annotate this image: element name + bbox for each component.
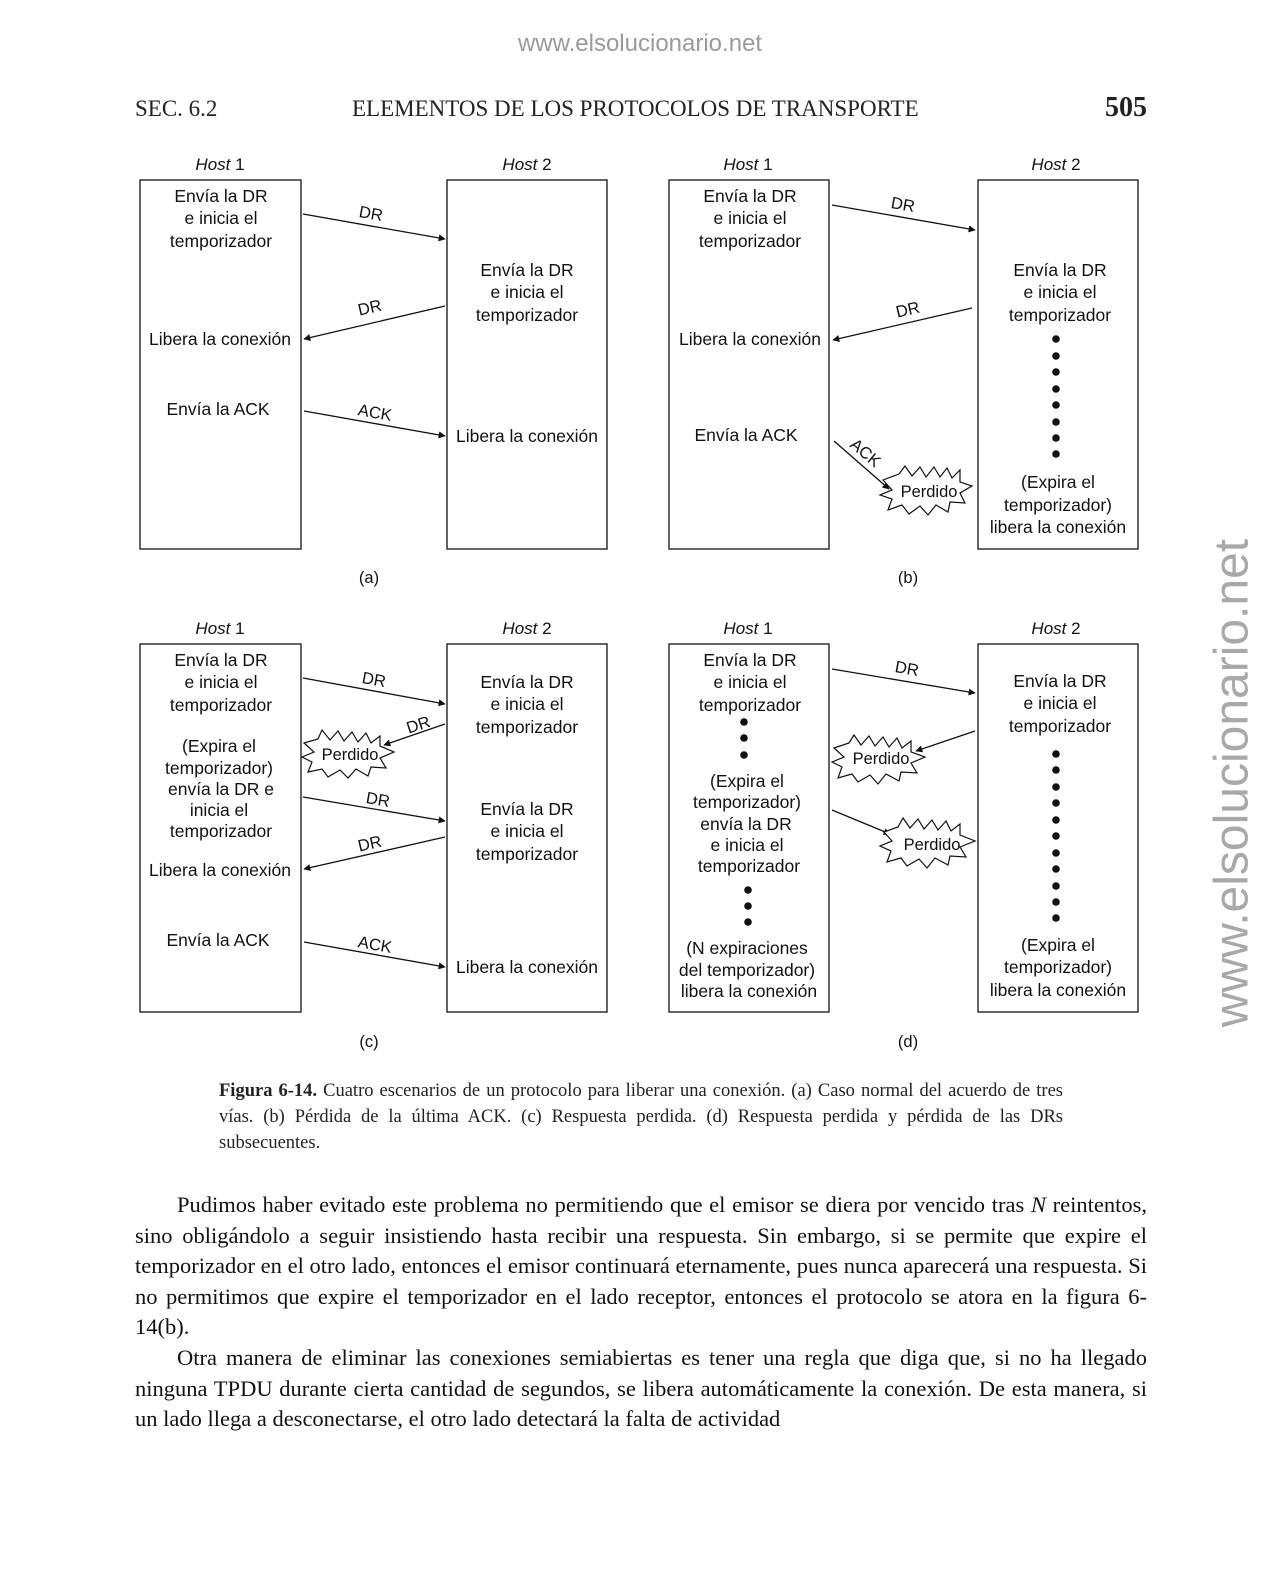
- host1-label: Host 1: [195, 619, 245, 638]
- dr-label: DR: [356, 832, 384, 856]
- lost-label: Perdido: [852, 750, 910, 768]
- svg-text:temporizador: temporizador: [697, 856, 801, 876]
- svg-text:Envía la DR: Envía la DR: [1013, 671, 1107, 691]
- svg-text:e inicia el: e inicia el: [710, 835, 784, 855]
- svg-text:inicia el: inicia el: [189, 800, 249, 820]
- lost-label: Perdido: [900, 483, 958, 501]
- host2-send-dr: [1009, 260, 1111, 325]
- svg-text:(Expira el: (Expira el: [1021, 472, 1095, 492]
- ack-label: ACK: [846, 435, 884, 471]
- svg-text:e inicia el: e inicia el: [184, 672, 258, 692]
- svg-text:e inicia el: e inicia el: [490, 821, 564, 841]
- svg-text:temporizador: temporizador: [475, 844, 579, 864]
- host2-release: Libera la conexión: [455, 957, 599, 977]
- svg-text:temporizador: temporizador: [169, 695, 273, 715]
- chapter-title: ELEMENTOS DE LOS PROTOCOLOS DE TRANSPORTE: [352, 96, 919, 121]
- svg-text:temporizador): temporizador): [165, 758, 273, 778]
- host2-send-dr: [476, 672, 578, 737]
- host1-send-dr: [699, 186, 801, 251]
- svg-text:envía la DR: envía la DR: [700, 814, 792, 834]
- svg-text:(Expira el: (Expira el: [710, 771, 784, 791]
- host1-send-dr: [170, 650, 272, 715]
- subfigure-a-label: (a): [358, 569, 380, 587]
- paragraph-1: Pudimos haber evitado este problema no permitiendo que el emisor se diera por vencido tras N reintentos, sino obligándolo a seguir insistiendo hasta recibir una respuesta. Sin embargo, si se permite que expire el temporizador en el otro lado, entonces el emisor continuará eternamente, pues nunca aparecerá una respuesta. Si no permitimos que expire el temporizador en el lado receptor, entonces el protocolo se atora en la figura 6-14(b).: [135, 1192, 1147, 1340]
- host1-send-ack: Envía la ACK: [166, 930, 270, 950]
- svg-text:envía la DR e: envía la DR e: [167, 779, 275, 799]
- host1-label: Host 1: [723, 155, 773, 174]
- host1-timeout-resend: [165, 736, 274, 841]
- host1-release: Libera la conexión: [678, 329, 822, 349]
- host2-send-dr: [1009, 671, 1111, 736]
- lost-burst: [880, 466, 972, 515]
- lost-burst: [880, 818, 975, 868]
- svg-text:libera la conexión: libera la conexión: [989, 980, 1127, 1000]
- svg-text:temporizador: temporizador: [1008, 716, 1112, 736]
- host2-timeout-release: [990, 935, 1126, 1000]
- svg-text:temporizador): temporizador): [1004, 957, 1112, 977]
- svg-text:Envía la DR: Envía la DR: [480, 260, 574, 280]
- host2-box: [978, 180, 1138, 549]
- host2-label: Host 2: [1031, 155, 1081, 174]
- body-text: [135, 1190, 1147, 1435]
- host1-release: Libera la conexión: [148, 860, 292, 880]
- host1-label: Host 1: [195, 155, 245, 174]
- dr-label: DR: [364, 789, 392, 812]
- svg-text:libera la conexión: libera la conexión: [989, 517, 1127, 537]
- svg-text:temporizador: temporizador: [698, 695, 802, 715]
- page-number: 505: [1105, 92, 1147, 123]
- ellipsis-dots: [744, 886, 752, 926]
- svg-text:Envía la DR: Envía la DR: [1013, 260, 1107, 280]
- dr-arrow: [916, 731, 975, 751]
- subfigure-d-label: (d): [897, 1033, 919, 1051]
- host1-release: Libera la conexión: [148, 329, 292, 349]
- svg-text:e inicia el: e inicia el: [713, 208, 787, 228]
- svg-text:e inicia el: e inicia el: [1023, 282, 1097, 302]
- dr-label: DR: [357, 203, 385, 226]
- host2-label: Host 2: [502, 619, 552, 638]
- svg-text:e inicia el: e inicia el: [1023, 693, 1097, 713]
- svg-text:(Expira el: (Expira el: [182, 736, 256, 756]
- svg-text:temporizador): temporizador): [1004, 495, 1112, 515]
- dr-label: DR: [360, 669, 388, 692]
- svg-text:Envía la DR: Envía la DR: [174, 186, 268, 206]
- caption-label: Figura 6-14.: [219, 1081, 318, 1101]
- caption-text: Cuatro escenarios de un protocolo para liberar una conexión. (a) Caso normal del acuerdo de tres vías. (b) Pérdida de la última ACK. (c) Respuesta perdida. (d) Respuesta perdida y pérdida de las DRs subsecuentes.: [219, 1081, 1064, 1153]
- svg-text:e inicia el: e inicia el: [713, 672, 787, 692]
- scenario-b: [669, 155, 1138, 587]
- svg-text:Envía la DR: Envía la DR: [174, 650, 268, 670]
- dr-arrow: [832, 810, 890, 834]
- svg-text:(Expira el: (Expira el: [1021, 935, 1095, 955]
- host1-timeout-resend: [693, 771, 801, 876]
- svg-text:temporizador): temporizador): [693, 792, 801, 812]
- subfigure-b-label: (b): [897, 569, 919, 587]
- dr-label: DR: [889, 194, 917, 217]
- svg-text:Envía la DR: Envía la DR: [703, 650, 797, 670]
- dr-label: DR: [893, 658, 921, 681]
- lost-burst: [832, 735, 925, 784]
- svg-text:e inicia el: e inicia el: [490, 282, 564, 302]
- host1-n-timeouts-release: [679, 938, 817, 1001]
- svg-text:temporizador: temporizador: [169, 231, 273, 251]
- host2-release: Libera la conexión: [455, 426, 599, 446]
- paragraph-2: Otra manera de eliminar las conexiones semiabiertas es tener una regla que diga que, si no ha llegado ninguna TPDU durante cierta cantidad de segundos, se libera automáticamente la conexión. De esta manera, si un lado llega a desconectarse, el otro lado detectará la falta de actividad: [135, 1344, 1147, 1432]
- svg-text:temporizador: temporizador: [1008, 305, 1112, 325]
- svg-text:Envía la DR: Envía la DR: [480, 672, 574, 692]
- section-number: SEC. 6.2: [135, 96, 218, 121]
- host2-label: Host 2: [502, 155, 552, 174]
- ellipsis-dots: [1052, 750, 1060, 922]
- host1-send-ack: Envía la ACK: [694, 425, 798, 445]
- lost-label: Perdido: [321, 746, 379, 764]
- ack-label: ACK: [356, 933, 394, 957]
- host2-send-dr: [476, 260, 578, 325]
- watermark-top: www.elsolucionario.net: [517, 30, 763, 57]
- svg-text:Envía la DR: Envía la DR: [480, 799, 574, 819]
- svg-text:del temporizador): del temporizador): [678, 960, 816, 980]
- svg-text:libera la conexión: libera la conexión: [680, 981, 818, 1001]
- svg-text:temporizador: temporizador: [169, 821, 273, 841]
- dr-label: DR: [404, 713, 433, 738]
- ellipsis-dots: [1052, 335, 1060, 458]
- figure-caption: [219, 1078, 1063, 1156]
- host2-timeout-release: [990, 472, 1126, 537]
- host1-label: Host 1: [723, 619, 773, 638]
- svg-text:e inicia el: e inicia el: [490, 694, 564, 714]
- host1-send-ack: Envía la ACK: [166, 399, 270, 419]
- svg-text:temporizador: temporizador: [698, 231, 802, 251]
- lost-label: Perdido: [903, 836, 961, 854]
- svg-text:temporizador: temporizador: [475, 717, 579, 737]
- host2-label: Host 2: [1031, 619, 1081, 638]
- host1-send-dr: [699, 650, 801, 715]
- scenario-d: [669, 619, 1138, 1051]
- scenario-c: [140, 619, 607, 1051]
- scenario-a: [140, 155, 607, 587]
- svg-text:Envía la DR: Envía la DR: [703, 186, 797, 206]
- svg-text:e inicia el: e inicia el: [184, 208, 258, 228]
- ack-label: ACK: [356, 401, 394, 425]
- host1-send-dr: [170, 186, 272, 251]
- host2-send-dr: [476, 799, 578, 864]
- svg-text:temporizador: temporizador: [475, 305, 579, 325]
- dr-label: DR: [356, 296, 384, 320]
- dr-label: DR: [894, 298, 922, 322]
- svg-text:(N expiraciones: (N expiraciones: [686, 938, 808, 958]
- host2-box: [447, 180, 607, 549]
- subfigure-c-label: (c): [359, 1033, 379, 1051]
- lost-burst: [302, 730, 394, 778]
- ellipsis-dots: [740, 718, 748, 759]
